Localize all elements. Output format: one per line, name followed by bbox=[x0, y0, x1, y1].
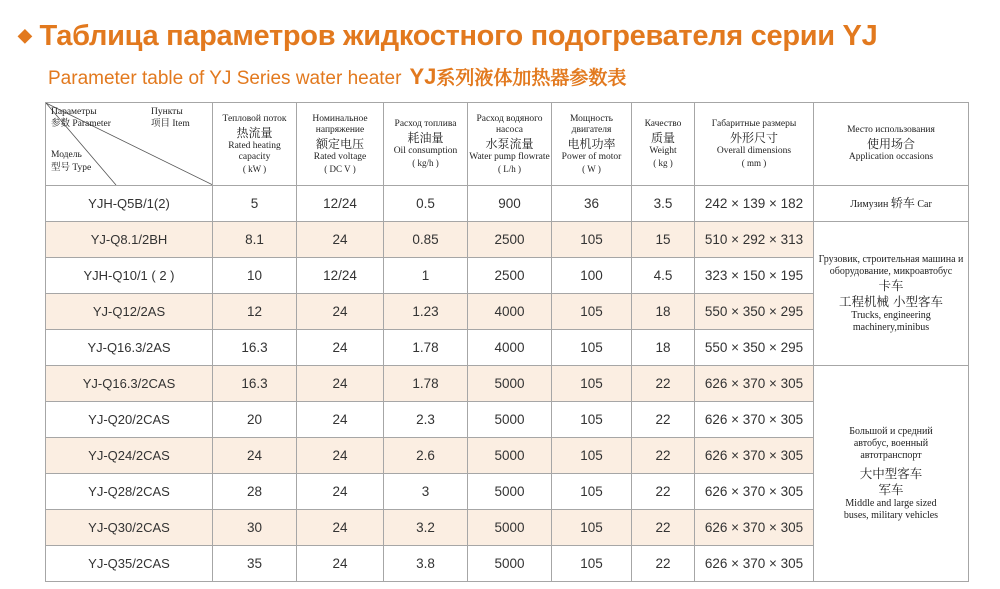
cell-weight: 22 bbox=[632, 402, 695, 438]
cell-pump: 5000 bbox=[468, 402, 552, 438]
cell-heat: 35 bbox=[213, 546, 297, 582]
header-app-en: Application occasions bbox=[848, 152, 934, 162]
cell-dims: 510 × 292 × 313 bbox=[695, 222, 814, 258]
cell-power: 105 bbox=[552, 546, 632, 582]
application-trucks bbox=[814, 222, 969, 366]
header-weight bbox=[632, 103, 695, 186]
cell-pump: 2500 bbox=[468, 222, 552, 258]
cell-dims: 626 × 370 × 305 bbox=[695, 366, 814, 402]
application-car bbox=[814, 186, 969, 222]
app-trucks-zh1: 卡车 bbox=[878, 277, 904, 293]
cell-fuel: 3.2 bbox=[384, 510, 468, 546]
cell-model: YJ-Q16.3/2CAS bbox=[46, 366, 213, 402]
header-fuel-ru: Расход топлива bbox=[394, 119, 457, 129]
cell-fuel: 0.5 bbox=[384, 186, 468, 222]
header-pump-en: Water pump flowrate bbox=[469, 151, 550, 162]
header-heat-unit: ( kW ) bbox=[242, 163, 267, 174]
cell-weight: 22 bbox=[632, 510, 695, 546]
cell-power: 105 bbox=[552, 366, 632, 402]
app-car-zh: 轿车 bbox=[890, 195, 915, 210]
cell-fuel: 1.78 bbox=[384, 366, 468, 402]
cell-heat: 16.3 bbox=[213, 366, 297, 402]
cell-voltage: 24 bbox=[297, 222, 384, 258]
title-yj: YJ bbox=[409, 64, 437, 89]
cell-pump: 4000 bbox=[468, 294, 552, 330]
app-car-ru: Лимузин bbox=[850, 198, 889, 210]
header-dims-zh: 外形尺寸 bbox=[729, 131, 778, 145]
cell-power: 105 bbox=[552, 438, 632, 474]
cell-fuel: 3 bbox=[384, 474, 468, 510]
cell-model: YJ-Q28/2CAS bbox=[46, 474, 213, 510]
cell-pump: 5000 bbox=[468, 546, 552, 582]
cell-weight: 22 bbox=[632, 366, 695, 402]
app-trucks-zh2: 工程机械 小型客车 bbox=[839, 293, 943, 309]
page-title-ru bbox=[18, 20, 877, 53]
cell-voltage: 12/24 bbox=[297, 186, 384, 222]
cell-heat: 10 bbox=[213, 258, 297, 294]
header-app-ru: Место использования bbox=[847, 125, 935, 135]
cell-heat: 24 bbox=[213, 438, 297, 474]
app-trucks-en: Trucks, engineering machinery,minibus bbox=[851, 309, 931, 333]
cell-dims: 626 × 370 × 305 bbox=[695, 474, 814, 510]
header-fuel bbox=[384, 103, 468, 186]
cell-power: 105 bbox=[552, 510, 632, 546]
cell-weight: 22 bbox=[632, 546, 695, 582]
header-power-ru: Мощность двигателя bbox=[569, 113, 614, 135]
header-dims bbox=[695, 103, 814, 186]
title-zh: 系列液体加热器参数表 bbox=[436, 68, 627, 89]
cell-voltage: 24 bbox=[297, 402, 384, 438]
header-weight-unit: ( kg ) bbox=[653, 158, 673, 168]
corner-params-ru: Параметры bbox=[51, 107, 97, 117]
table-row bbox=[46, 366, 969, 402]
cell-dims: 323 × 150 × 195 bbox=[695, 258, 814, 294]
cell-fuel: 2.3 bbox=[384, 402, 468, 438]
cell-voltage: 24 bbox=[297, 474, 384, 510]
cell-heat: 5 bbox=[213, 186, 297, 222]
header-heat-zh: 热流量 bbox=[236, 125, 273, 140]
cell-voltage: 12/24 bbox=[297, 258, 384, 294]
cell-voltage: 24 bbox=[297, 510, 384, 546]
header-power bbox=[552, 103, 632, 186]
cell-fuel: 1 bbox=[384, 258, 468, 294]
cell-voltage: 24 bbox=[297, 546, 384, 582]
cell-fuel: 2.6 bbox=[384, 438, 468, 474]
cell-voltage: 24 bbox=[297, 330, 384, 366]
diamond-bullet-icon: ◆ bbox=[18, 25, 32, 45]
header-power-unit: ( W ) bbox=[582, 163, 601, 174]
cell-voltage: 24 bbox=[297, 366, 384, 402]
cell-pump: 900 bbox=[468, 186, 552, 222]
header-dims-en: Overall dimensions bbox=[716, 146, 792, 156]
title-en-text: Parameter table of YJ Series water heater bbox=[48, 68, 402, 89]
cell-dims: 626 × 370 × 305 bbox=[695, 546, 814, 582]
cell-model: YJH-Q5B/1(2) bbox=[46, 186, 213, 222]
page-title-en bbox=[48, 63, 626, 90]
cell-model: YJ-Q24/2CAS bbox=[46, 438, 213, 474]
cell-voltage: 24 bbox=[297, 294, 384, 330]
title-ru-text: Таблица параметров жидкостного подогревателя серии YJ bbox=[39, 20, 878, 52]
app-trucks-ru: Грузовик, строительная машина и оборудование, микроавтобус bbox=[818, 253, 964, 277]
header-weight-ru: Качество bbox=[644, 119, 682, 129]
cell-heat: 8.1 bbox=[213, 222, 297, 258]
cell-weight: 15 bbox=[632, 222, 695, 258]
application-buses bbox=[814, 366, 969, 582]
header-pump-zh: 水泵流量 bbox=[485, 136, 534, 151]
header-heat bbox=[213, 103, 297, 186]
header-dims-ru: Габаритные размеры bbox=[711, 119, 797, 129]
cell-power: 105 bbox=[552, 222, 632, 258]
header-fuel-en: Oil consumption bbox=[393, 146, 458, 156]
corner-model-zh-en: 型号 Type bbox=[51, 163, 92, 173]
corner-items-zh-en: 项目 Item bbox=[151, 119, 190, 129]
cell-weight: 18 bbox=[632, 330, 695, 366]
cell-model: YJ-Q16.3/2AS bbox=[46, 330, 213, 366]
cell-weight: 3.5 bbox=[632, 186, 695, 222]
cell-model: YJ-Q30/2CAS bbox=[46, 510, 213, 546]
cell-pump: 5000 bbox=[468, 366, 552, 402]
header-heat-en: Rated heating capacity bbox=[228, 140, 281, 162]
corner-model-ru: Модель bbox=[51, 150, 82, 160]
app-buses-zh1: 大中型客车 bbox=[859, 465, 923, 481]
cell-pump: 2500 bbox=[468, 258, 552, 294]
header-fuel-unit: ( kg/h ) bbox=[412, 158, 439, 168]
cell-pump: 5000 bbox=[468, 438, 552, 474]
cell-fuel: 1.23 bbox=[384, 294, 468, 330]
cell-model: YJ-Q12/2AS bbox=[46, 294, 213, 330]
app-buses-ru: Большой и средний автобус, военный автотранспорт bbox=[849, 425, 933, 461]
header-voltage-unit: ( DC V ) bbox=[324, 163, 356, 174]
cell-fuel: 3.8 bbox=[384, 546, 468, 582]
table-row bbox=[46, 186, 969, 222]
app-car-en: Car bbox=[917, 198, 932, 210]
cell-weight: 22 bbox=[632, 438, 695, 474]
cell-pump: 5000 bbox=[468, 474, 552, 510]
cell-weight: 18 bbox=[632, 294, 695, 330]
header-weight-en: Weight bbox=[649, 146, 677, 156]
app-buses-zh2: 军车 bbox=[878, 481, 904, 497]
header-heat-ru: Тепловой поток bbox=[222, 113, 287, 124]
cell-heat: 12 bbox=[213, 294, 297, 330]
header-weight-zh: 质量 bbox=[650, 131, 675, 145]
header-voltage bbox=[297, 103, 384, 186]
header-voltage-en: Rated voltage bbox=[313, 151, 367, 162]
cell-heat: 20 bbox=[213, 402, 297, 438]
cell-weight: 4.5 bbox=[632, 258, 695, 294]
parameter-table-wrap bbox=[45, 102, 969, 582]
corner-params-zh-en: 参数 Parameter bbox=[51, 119, 111, 129]
corner-items-ru: Пункты bbox=[151, 107, 183, 117]
header-power-zh: 电机功率 bbox=[567, 136, 616, 151]
cell-power: 36 bbox=[552, 186, 632, 222]
header-dims-unit: ( mm ) bbox=[741, 158, 767, 168]
cell-model: YJ-Q8.1/2BH bbox=[46, 222, 213, 258]
corner-header bbox=[46, 103, 213, 186]
cell-model: YJH-Q10/1 ( 2 ) bbox=[46, 258, 213, 294]
cell-power: 105 bbox=[552, 474, 632, 510]
cell-power: 100 bbox=[552, 258, 632, 294]
cell-voltage: 24 bbox=[297, 438, 384, 474]
cell-power: 105 bbox=[552, 402, 632, 438]
cell-weight: 22 bbox=[632, 474, 695, 510]
header-pump-unit: ( L/h ) bbox=[498, 163, 521, 174]
header-voltage-zh: 额定电压 bbox=[315, 136, 364, 151]
parameter-table bbox=[45, 102, 969, 582]
cell-heat: 28 bbox=[213, 474, 297, 510]
cell-dims: 626 × 370 × 305 bbox=[695, 510, 814, 546]
header-app-zh: 使用场合 bbox=[866, 137, 915, 151]
cell-power: 105 bbox=[552, 294, 632, 330]
header-app bbox=[814, 103, 969, 186]
cell-dims: 242 × 139 × 182 bbox=[695, 186, 814, 222]
cell-heat: 30 bbox=[213, 510, 297, 546]
cell-pump: 5000 bbox=[468, 510, 552, 546]
table-row bbox=[46, 222, 969, 258]
header-pump-ru: Расход водяного насоса bbox=[476, 113, 543, 135]
cell-dims: 550 × 350 × 295 bbox=[695, 294, 814, 330]
cell-fuel: 1.78 bbox=[384, 330, 468, 366]
cell-model: YJ-Q35/2CAS bbox=[46, 546, 213, 582]
header-pump bbox=[468, 103, 552, 186]
cell-dims: 550 × 350 × 295 bbox=[695, 330, 814, 366]
header-power-en: Power of motor bbox=[561, 151, 622, 162]
cell-dims: 626 × 370 × 305 bbox=[695, 438, 814, 474]
cell-heat: 16.3 bbox=[213, 330, 297, 366]
cell-power: 105 bbox=[552, 330, 632, 366]
cell-model: YJ-Q20/2CAS bbox=[46, 402, 213, 438]
cell-dims: 626 × 370 × 305 bbox=[695, 402, 814, 438]
app-buses-en: Middle and large sized buses, military vehicles bbox=[843, 497, 939, 521]
header-fuel-zh: 耗油量 bbox=[407, 131, 444, 145]
cell-pump: 4000 bbox=[468, 330, 552, 366]
cell-fuel: 0.85 bbox=[384, 222, 468, 258]
header-voltage-ru: Номинальное напряжение bbox=[312, 113, 368, 135]
